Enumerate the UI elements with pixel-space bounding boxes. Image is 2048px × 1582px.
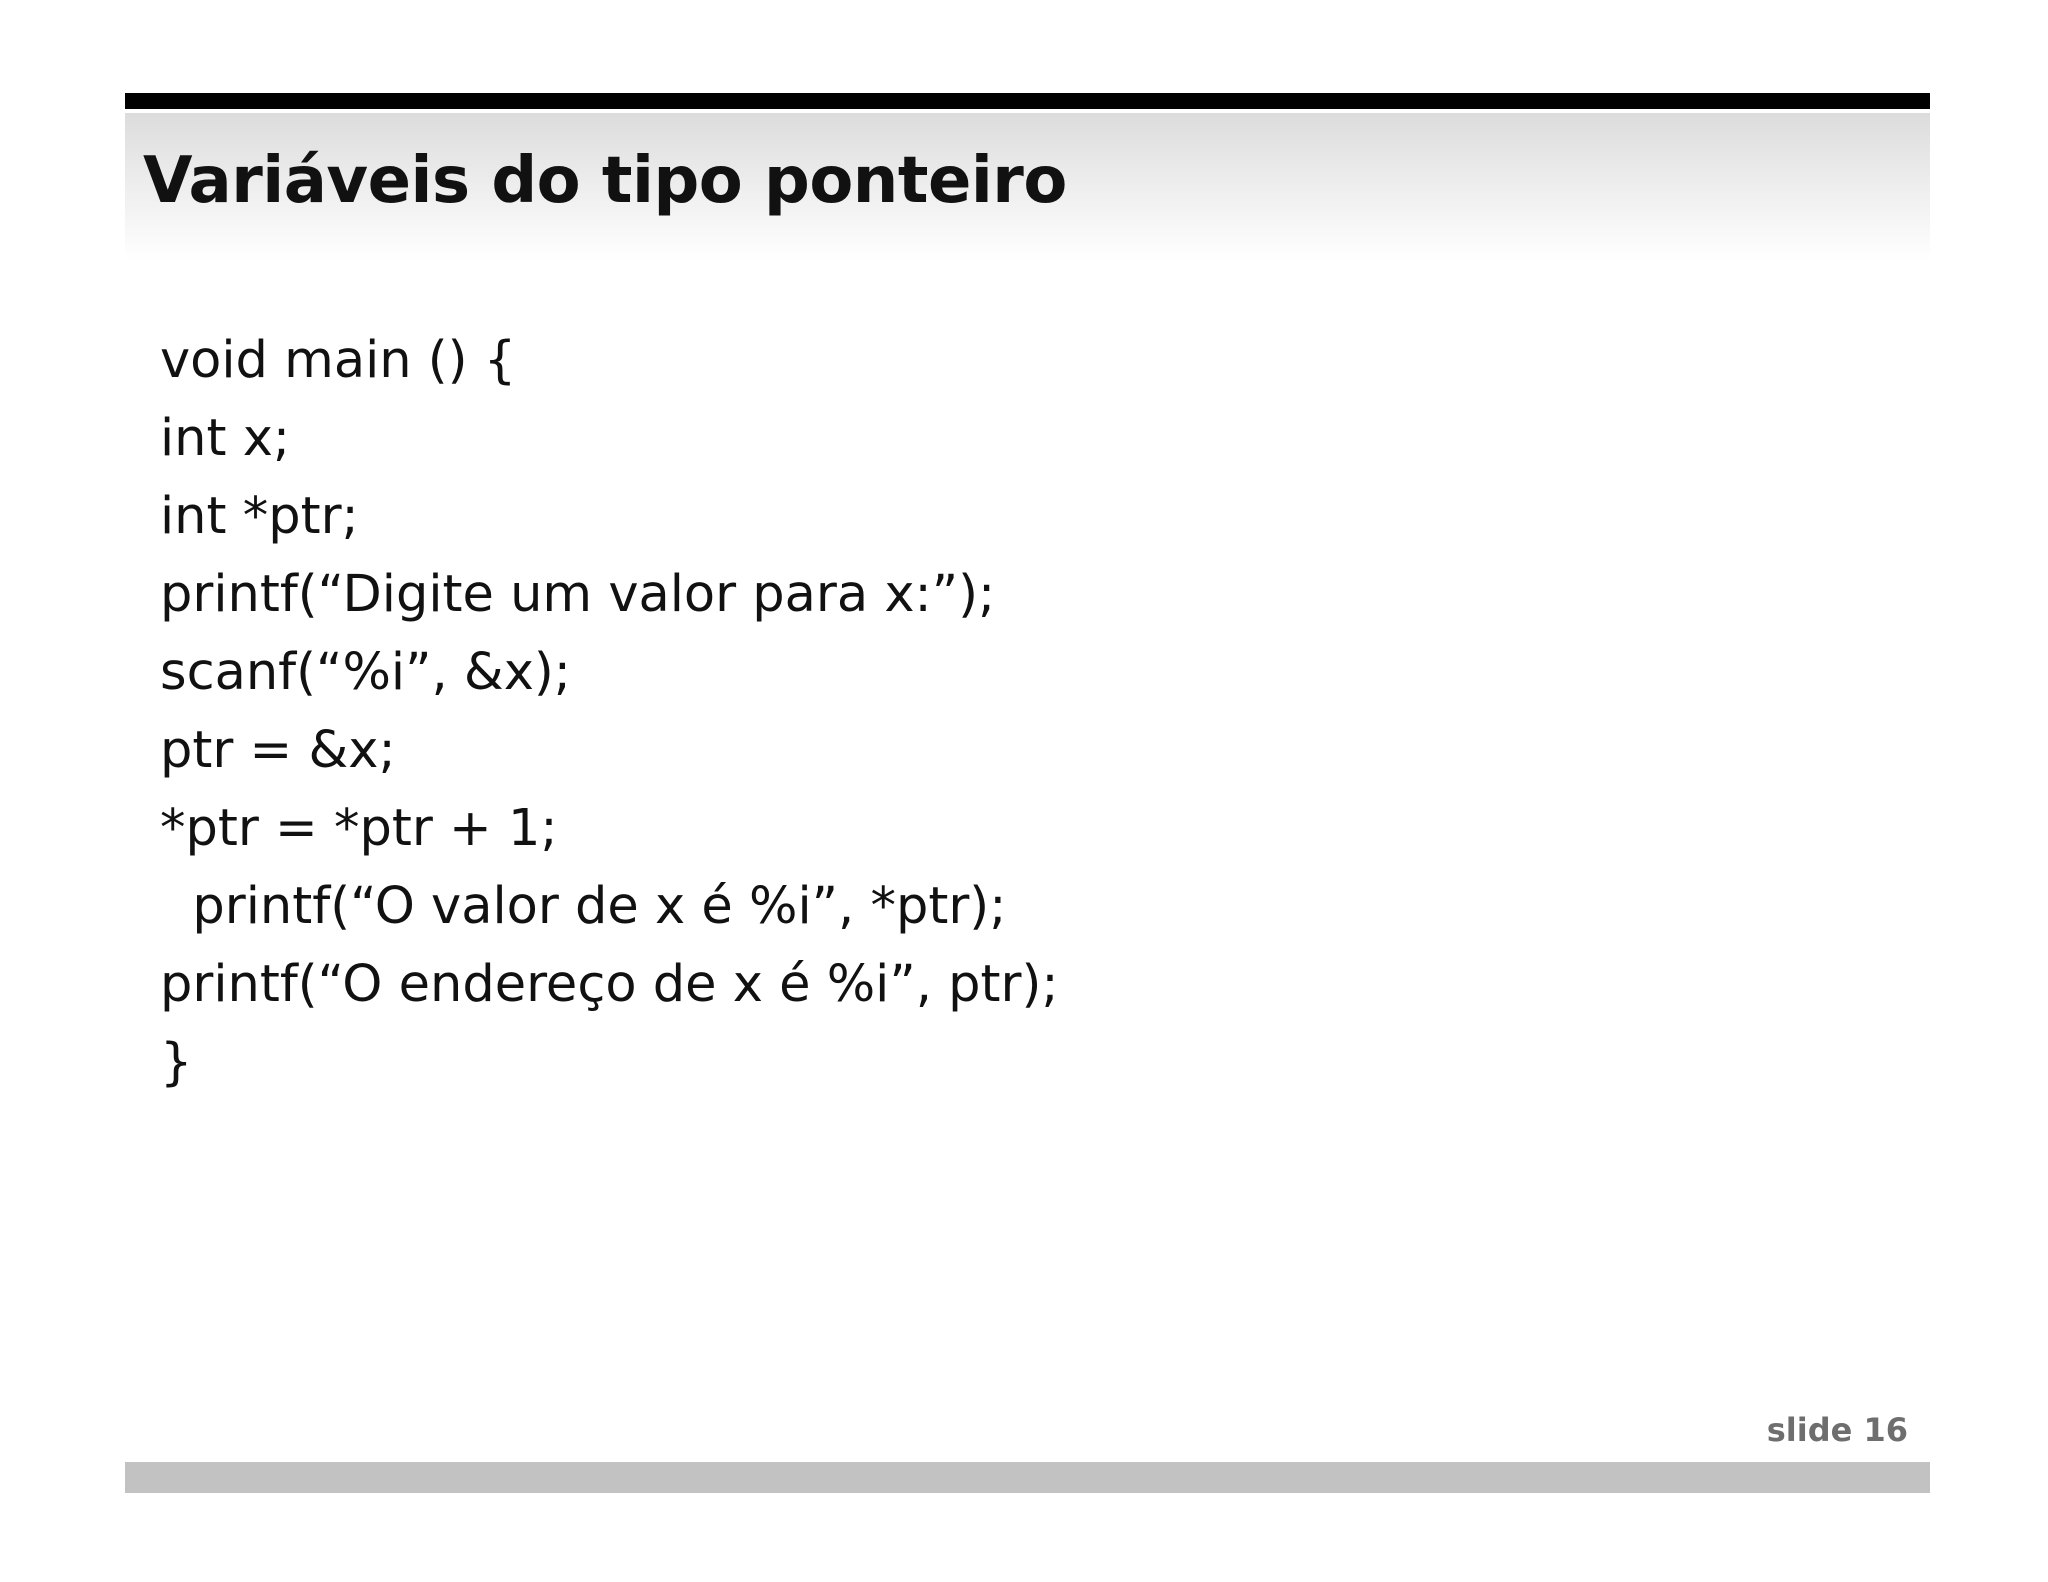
code-line: void main () { xyxy=(160,331,517,390)
code-line: ptr = &x; xyxy=(160,721,396,780)
code-line: int x; xyxy=(160,409,291,468)
code-line: *ptr = *ptr + 1; xyxy=(160,799,558,858)
code-line: printf(“O valor de x é %i”, *ptr); xyxy=(160,877,1007,936)
slide-title: Variáveis do tipo ponteiro xyxy=(143,144,1067,218)
code-line: int *ptr; xyxy=(160,487,359,546)
code-line: printf(“O endereço de x é %i”, ptr); xyxy=(160,955,1059,1014)
code-block xyxy=(160,322,1059,1102)
bottom-bar xyxy=(125,1462,1930,1493)
code-line: printf(“Digite um valor para x:”); xyxy=(160,565,996,624)
code-line: scanf(“%i”, &x); xyxy=(160,643,571,702)
top-rule xyxy=(125,93,1930,109)
slide-number: slide 16 xyxy=(1766,1411,1908,1449)
code-line: } xyxy=(160,1033,193,1092)
